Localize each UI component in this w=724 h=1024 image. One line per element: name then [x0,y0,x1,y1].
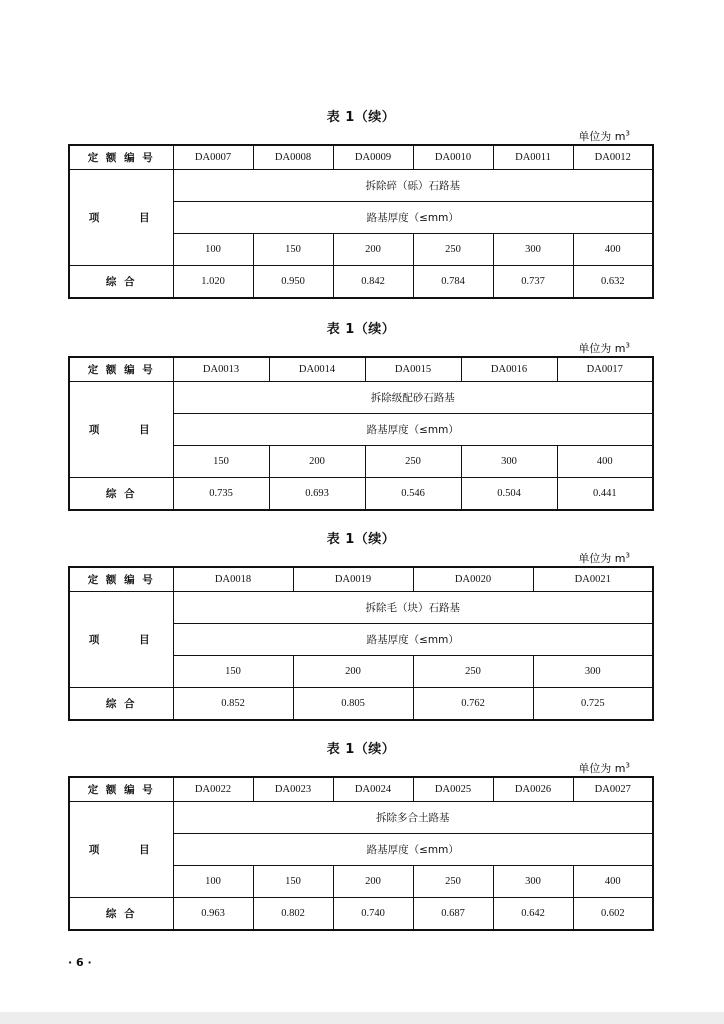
page-number: · 6 · [68,956,92,969]
unit-label [578,340,630,356]
total-cell: 0.802 [253,898,333,931]
thickness-cell: 300 [493,234,573,266]
code-cell: DA0009 [333,145,413,170]
total-header: 综 合 [69,898,173,931]
total-cell: 0.693 [269,478,365,511]
code-row [69,145,653,170]
total-row [69,266,653,299]
unit-text: 单位为 m [578,762,626,775]
item-name-cell: 拆除多合土路基 [173,802,653,834]
total-cell: 0.737 [493,266,573,299]
thickness-cell: 400 [573,234,653,266]
code-header: 定 额 编 号 [69,357,173,382]
unit-text: 单位为 m [578,342,626,355]
item-name-row [69,382,653,414]
total-cell: 1.020 [173,266,253,299]
total-row [69,478,653,511]
item-name-row [69,592,653,624]
total-cell: 0.441 [557,478,653,511]
code-cell: DA0024 [333,777,413,802]
thickness-cell: 200 [333,866,413,898]
item-header: 项 目 [69,802,173,898]
code-cell: DA0007 [173,145,253,170]
code-cell: DA0020 [413,567,533,592]
bottom-edge [0,1012,724,1024]
code-cell: DA0010 [413,145,493,170]
thickness-cell: 150 [253,234,333,266]
total-header: 综 合 [69,688,173,721]
thickness-cell: 200 [293,656,413,688]
item-header: 项 目 [69,382,173,478]
code-cell: DA0016 [461,357,557,382]
code-cell: DA0014 [269,357,365,382]
total-header: 综 合 [69,478,173,511]
item-header: 项 目 [69,592,173,688]
item-name-cell: 拆除级配砂石路基 [173,382,653,414]
thickness-cell: 100 [173,234,253,266]
quota-table [68,144,654,299]
total-header: 综 合 [69,266,173,299]
total-cell: 0.740 [333,898,413,931]
table-caption: 表 1（续） [326,322,396,337]
thickness-cell: 250 [413,866,493,898]
param-label-cell: 路基厚度（≤mm） [173,624,653,656]
table-caption: 表 1（续） [326,110,396,125]
thickness-cell: 300 [493,866,573,898]
code-cell: DA0008 [253,145,333,170]
thickness-cell: 150 [173,446,269,478]
item-header: 项 目 [69,170,173,266]
unit-superscript: 3 [625,129,630,138]
table-caption: 表 1（续） [326,532,396,547]
code-cell: DA0025 [413,777,493,802]
unit-superscript: 3 [625,551,630,560]
code-cell: DA0011 [493,145,573,170]
code-cell: DA0021 [533,567,653,592]
code-cell: DA0012 [573,145,653,170]
code-row [69,567,653,592]
quota-table [68,566,654,721]
unit-label [578,128,630,144]
thickness-cell: 250 [365,446,461,478]
thickness-cell: 100 [173,866,253,898]
code-cell: DA0013 [173,357,269,382]
total-cell: 0.805 [293,688,413,721]
thickness-cell: 400 [557,446,653,478]
unit-label [578,760,630,776]
quota-table [68,356,654,511]
code-cell: DA0027 [573,777,653,802]
total-cell: 0.950 [253,266,333,299]
code-cell: DA0017 [557,357,653,382]
thickness-cell: 200 [333,234,413,266]
code-header: 定 额 编 号 [69,145,173,170]
item-name-cell: 拆除毛（块）石路基 [173,592,653,624]
code-cell: DA0015 [365,357,461,382]
param-label-cell: 路基厚度（≤mm） [173,414,653,446]
total-row [69,898,653,931]
total-cell: 0.602 [573,898,653,931]
thickness-cell: 300 [461,446,557,478]
thickness-cell: 250 [413,656,533,688]
code-header: 定 额 编 号 [69,777,173,802]
unit-superscript: 3 [625,341,630,350]
total-cell: 0.504 [461,478,557,511]
total-cell: 0.632 [573,266,653,299]
quota-table [68,776,654,931]
code-cell: DA0023 [253,777,333,802]
item-name-row [69,170,653,202]
thickness-cell: 150 [253,866,333,898]
thickness-cell: 150 [173,656,293,688]
total-cell: 0.735 [173,478,269,511]
code-cell: DA0018 [173,567,293,592]
item-name-row [69,802,653,834]
unit-superscript: 3 [625,761,630,770]
thickness-cell: 250 [413,234,493,266]
thickness-cell: 300 [533,656,653,688]
code-row [69,777,653,802]
code-header: 定 额 编 号 [69,567,173,592]
total-cell: 0.784 [413,266,493,299]
code-cell: DA0026 [493,777,573,802]
total-cell: 0.725 [533,688,653,721]
thickness-cell: 400 [573,866,653,898]
item-name-cell: 拆除碎（砾）石路基 [173,170,653,202]
total-cell: 0.762 [413,688,533,721]
total-cell: 0.546 [365,478,461,511]
unit-text: 单位为 m [578,552,626,565]
total-cell: 0.687 [413,898,493,931]
total-row [69,688,653,721]
table-caption: 表 1（续） [326,742,396,757]
total-cell: 0.842 [333,266,413,299]
total-cell: 0.642 [493,898,573,931]
param-label-cell: 路基厚度（≤mm） [173,202,653,234]
unit-text: 单位为 m [578,130,626,143]
code-cell: DA0022 [173,777,253,802]
thickness-cell: 200 [269,446,365,478]
code-row [69,357,653,382]
code-cell: DA0019 [293,567,413,592]
unit-label [578,550,630,566]
total-cell: 0.963 [173,898,253,931]
total-cell: 0.852 [173,688,293,721]
param-label-cell: 路基厚度（≤mm） [173,834,653,866]
